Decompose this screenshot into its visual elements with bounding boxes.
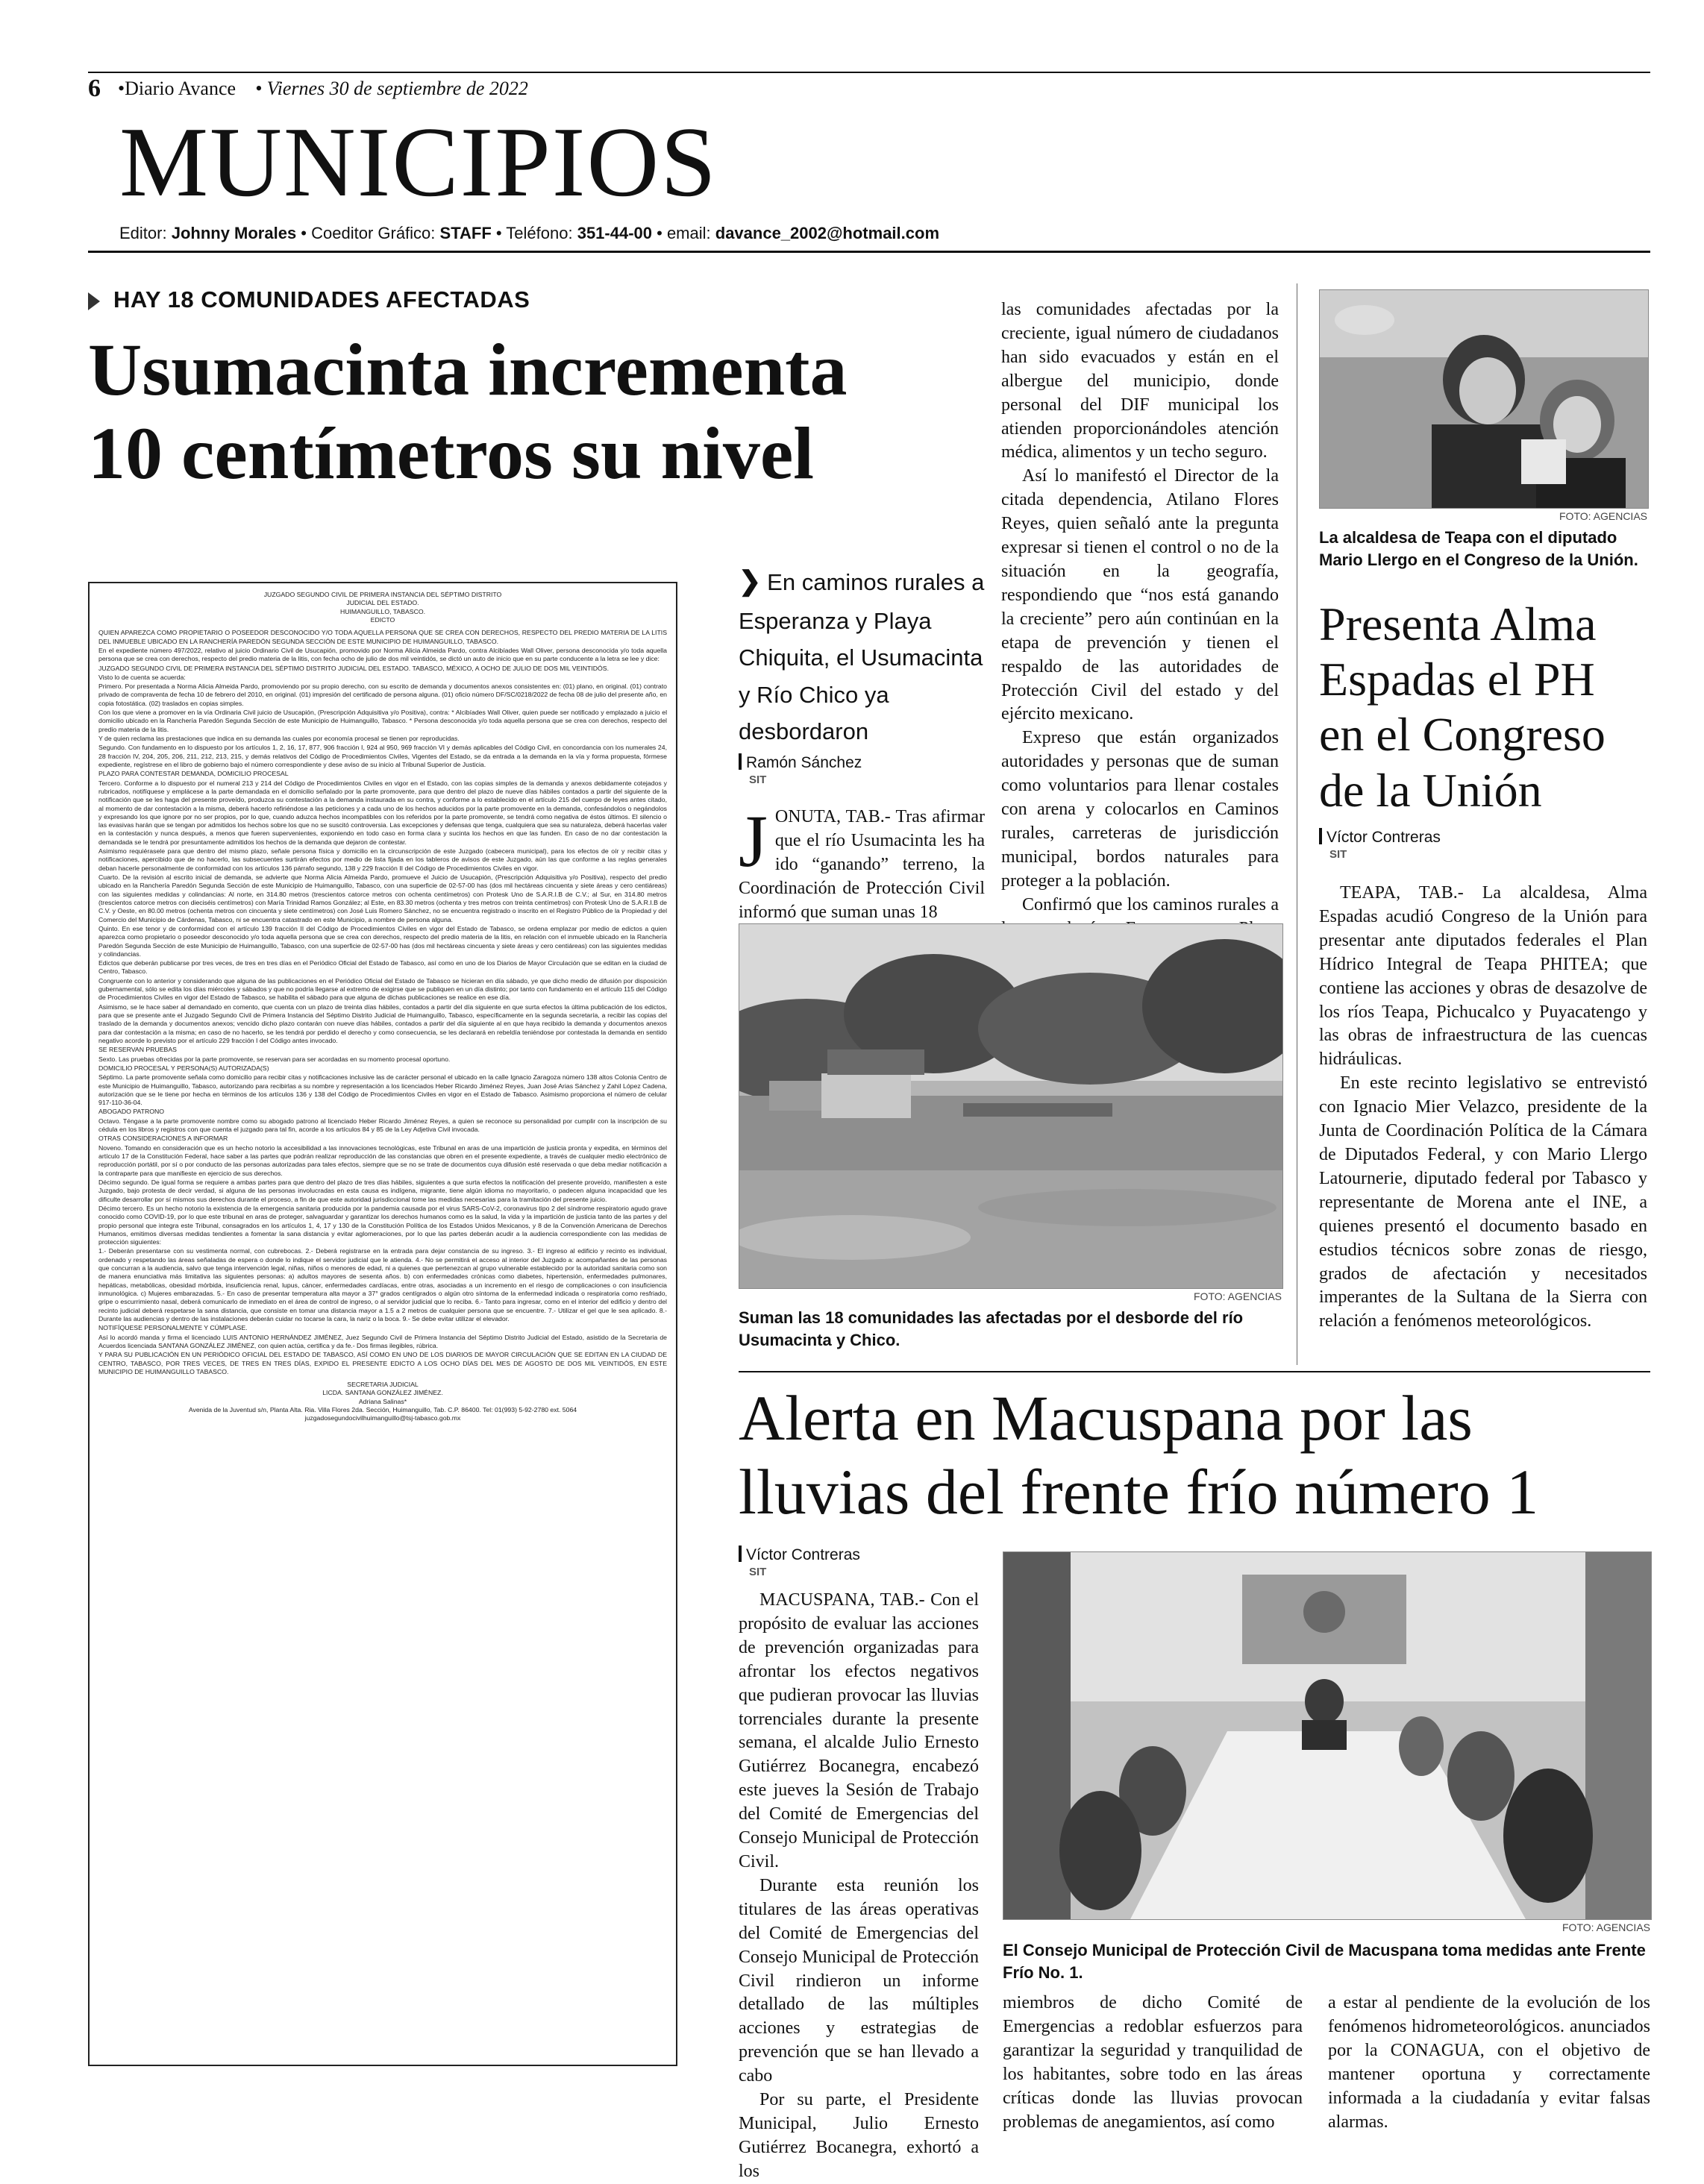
- legal-paragraph: Asimismo requiérasele para que dentro del mismo plazo, señale persona física y domicilio en la circunscripción de este Juzgado (cabecera municipal), para los efectos de oír y recibir citas y notificaciones, apercibido que de no hacerlo, las subsecuentes surtirán efectos por medio de lista fijada en los tableros de avisos de este Juzgado, aún las que conforme a las reglas generales deban hacerle personalmente de conformidad con los artículos 136 párrafo segundo, 138 y 229 fracción II del Código de Procedimientos Civiles en vigor.: [98, 847, 667, 872]
- main-headline: [88, 328, 983, 495]
- legal-footer-line: LICDA. SANTANA GONZÁLEZ JIMÉNEZ.: [322, 1389, 443, 1397]
- legal-paragraph: Tercero. Conforme a lo dispuesto por el numeral 213 y 214 del Código de Procedimientos Civiles en vigor en el Estado, con las copias simples de la demanda y anexos debidamente cotejados y rubricados, notifíquese y emplácese a la parte demandada en el domicilio señalado por la parte promovente, para que dentro del plazo de nueve días hábiles contados a partir del siguiente de la notificación que se les haga del presente proveído, produzca su contestación a la demanda instaurada en su contra, y conforme a lo establecido en el artículo 215 del cuerpo de leyes antes citado, al momento de dar contestación a la misma, deberá hacerlo refiriéndose a las peticiones y a cada uno de los hechos aducidos por la parte promovente en la demanda, confesándolos o negándolos y expresando los que ignore por no ser propios, por lo que, cuando aduzca hechos incompatibles con los referidos por la parte promovente, se tendrá como negativa de éstos últimos. El silencio o las evasivas harán que se tengan por admitidos los hechos sobre los que no se suscitó controversia. Las excepciones y defensas que tenga, cualquiera que sea su naturaleza, deberá hacerlas valer en la contestación y nunca después, a menos que fueren supervenientes, exponiendo en todo caso en forma clara y sucinta los hechos en que las funden. En caso de no dar contestación la demandada se le tendrá por presuntamente admitidos los hechos de la demanda que dejaron de contestar.: [98, 779, 667, 846]
- legal-paragraph: DOMICILIO PROCESAL Y PERSONA(S) AUTORIZADA(S): [98, 1064, 269, 1072]
- congress-photo-caption: La alcaldesa de Teapa con el diputado Mario Llergo en el Congreso de la Unión.: [1319, 528, 1638, 569]
- main-headline-line-2: 10 centímetros su nivel: [88, 412, 815, 495]
- byline-agency: SIT: [749, 774, 767, 786]
- meeting-photo-caption: El Consejo Municipal de Protección Civil de Macuspana toma medidas ante Frente Frío No. 1.: [1003, 1941, 1646, 1982]
- second-headline-line-2: lluvias del frente frío número 1: [739, 1455, 1539, 1528]
- meeting-photo-illustration: [1003, 1552, 1651, 1919]
- byline-name: Ramón Sánchez: [746, 754, 862, 771]
- second-column-2: [1003, 1992, 1303, 2134]
- main-lead: [739, 800, 985, 925]
- issue-date: • Viernes 30 de septiembre de 2022: [255, 78, 528, 99]
- legal-footer: [98, 1381, 667, 1423]
- phone-label: • Teléfono:: [491, 224, 577, 242]
- section-title: MUNICIPIOS: [119, 107, 718, 217]
- legal-paragraph: 1.- Deberán presentarse con su vestimenta normal, con cubrebocas. 2.- Deberá registrarse en la entrada para dejar constancia de su ingreso. 3.- El ingreso al edificio y recinto es individual, ordenado y respetando las áreas señaladas de espera o donde lo indique el servidor judicial que le atienda. 4.- No se permitirá el acceso al interior del Juzgado a: acompañantes de las personas que concurran a la audiencia, salvo que tenga intervención legal, niñas, niños o menores de edad, ni a quienes que pertenezcan al grupo vulnerable establecido por la autoridad sanitaria como son de manera enunciativa más limitativa las siguientes personas: a) adultos mayores de sesenta años. b) con enfermedades crónicas como diabetes, hipertensión, enfermedades pulmonares, hepáticas, metabólicas, obesidad mórbida, insuficiencia renal, lupus, cáncer, enfermedades cardíacas, entre otras, asociadas a un incremento en el riesgo de complicaciones o con insuficiencia inmunológica. c) Mujeres embarazadas. 5.- En caso de presentar temperatura alta mayor a 37° grados centígrados o algún otro síntoma de la enfermedad indicada o respiratoria como resfriado, gripe o escurrimiento nasal, deberá comunicarlo de inmediato en el área de control de ingreso, o al servidor judicial que lo reciba. 6.- Tanto para ingresar, como en el interior del edificio y dentro del recinto judicial deberá respetarse la sana distancia, que consiste en tomar una distancia mayor a 1.5 a 2 metros de cualquier persona que se encuentre. 7.- Utilizar el gel que le sea aplicado. 8.- Durante las audiencias y dentro de las instalaciones deberán cuidar no tocarse la cara, la nariz o la boca. 9.- Se debe evitar utilizar el elevador.: [98, 1247, 667, 1322]
- congress-photo-credit: FOTO: AGENCIAS: [1559, 510, 1647, 522]
- second-column-3: [1328, 1992, 1650, 2134]
- legal-paragraph: Décimo segundo. De igual forma se requiere a ambas partes para que dentro del plazo de tres días hábiles, siguientes a que surta efectos la notificación del presente proveído, manifiesten a este Juzgado, bajo protesta de decir verdad, si alguna de las personas involucradas en esta causa es indígena, migrante, tiene algún idioma no mayoritario, o padecen alguna incapacidad que les dificulte desarrollar por sí mismos sus derechos durante el proceso, a fin de que este autoridad jurisdiccional tome las medidas necesarias para la tramitación del presente juicio.: [98, 1178, 667, 1203]
- legal-paragraph: Décimo tercero. Es un hecho notorio la existencia de la emergencia sanitaria producida por la pandemia causada por el virus SARS-CoV-2, coronavirus tipo 2 del síndrome respiratorio agudo grave conocido como COVID-19, por lo que este tribunal en aras de proteger, salvaguardar y garantizar los derechos humanos como es la salud, la vida y la impartición de justicia tanto de las partes y del propio personal que integra este Tribunal, consagrados en los artículos 1, 4, 17 y 130 de la Constitución Política de los Estados Unidos Mexicanos, y 8 de la Convención Americana de Derechos Humanos, emitimos diversas medidas tendientes a fomentar la sana distancia y evitar aglomeraciones, por lo que las partes deberán acudir a la audiencia correspondiente con las medidas de protección siguientes:: [98, 1204, 667, 1246]
- legal-paragraph: Quinto. En ese tenor y de conformidad con el artículo 139 fracción II del Código de Procedimientos Civiles en vigor del Estado de Tabasco, se ordena emplazar por medio de edictos a quien aparezca como propietario o poseedor desconocido y/o toda aquella persona que se crea con derechos, respecto del predio materia de la litis, en relación con el inmueble ubicado en la Ranchería Paredón Segunda Sección de este Municipio de Huimanguillo, Tabasco, con una superficie de 02-57-00 has (dos mil hectáreas cincuenta y siete áreas y cero centiáreas) con las siguientes medidas y colindancias.: [98, 924, 667, 958]
- sidebar-byline: [1319, 828, 1441, 861]
- legal-paragraph: Cuarto. De la revisión al escrito inicial de demanda, se advierte que Norma Alicia Almeida Pardo, promueve el Juicio de Usucapión, (Prescripción Adquisitiva y/o Positiva), respecto del predio ubicado en la Ranchería Paredón Segunda Sección de este Municipio de Huimanguillo, Tabasco, con una superficie de 02-57-00 has (dos mil hectáreas cincuenta y siete áreas y cero centiáreas) con las siguientes medidas y colindancias: Al norte, en 314.80 metros (trescientos catorce metros con ochenta centímetros) con Protesk Uno de S.A.R.I.B de C.V.; al Sur, en 314.80 metros (trescientos catorce metros con dieciséis centímetros) con María Trinidad Ramos González; al Este, en 83.30 metros (ochenta y tres metros con treinta centímetros) con Protesk Uno de S.A.R.I.B de C.V. y Oeste, en 80.00 metros (ochenta metros con cincuenta y siete centímetros) con José Luis Romero Sánchez, no se encuentra registrado o inscrito en el Registro Público de la Propiedad y del Comercio del Municipio de Cárdenas, Tabasco, ni se encuentra catastrado en este Municipio, a nombre de persona alguna.: [98, 873, 667, 923]
- sidebar-body: [1319, 882, 1647, 1334]
- legal-paragraph: Primero. Por presentada a Norma Alicia Almeida Pardo, promoviendo por su propio derecho, con su escrito de demanda y documentos anexos consistentes en: (01) plano, en original. (01) contrato privado de compraventa de fecha 10 de febrero del 2010, en original. (01) impresión del certificado de persona alguna. (01) oficio número DF/SC/0218/2022 de fecha 08 de julio del presente año, en copia fotostática. (02) traslados en copias simples.: [98, 682, 667, 707]
- editor-label: Editor:: [119, 224, 172, 242]
- legal-paragraph: NOTIFÍQUESE PERSONALMENTE Y CÚMPLASE.: [98, 1324, 248, 1332]
- body-paragraph: miembros de dicho Comité de Emergencias a redoblar esfuerzos para garantizar la seguridad y tranquilidad de los habitantes, sobre todo en las áreas críticas donde las lluvias provocan problemas de anegamientos, así como: [1003, 1993, 1303, 2132]
- email-label: • email:: [652, 224, 715, 242]
- editor-name: Johnny Morales: [171, 224, 297, 242]
- main-byline: [739, 753, 862, 786]
- body-paragraph: MACUSPANA, TAB.- Con el propósito de evaluar las acciones de prevención organizadas para afrontar los efectos negativos que pudieran provocar las lluvias torrenciales durante la presente semana, el alcalde Julio Ernesto Gutiérrez Bocanegra, encabezó este jueves la Sesión de Trabajo del Comité de Emergencias del Consejo Municipal de Protección Civil.: [739, 1590, 979, 1871]
- sidebar-headline: [1319, 597, 1655, 818]
- byline-bar: [1319, 828, 1322, 844]
- legal-paragraph: Con los que viene a promover en la vía Ordinaria Civil juicio de Usucapión, (Prescripción Adquisitiva y/o Positiva), contra: * Alcibíades Wall Oliver, quien puede ser notificado y emplazado a juicio el domicilio ubicado en la Ranchería Paredón Segunda Sección de este Municipio de Huimanguillo, Tabasco. * Persona desconocida y/o toda aquella persona que se crea con derechos, respecto del predio materia de la litis.: [98, 709, 667, 733]
- legal-paragraph: ABOGADO PATRONO: [98, 1108, 165, 1116]
- legal-paragraph: SE RESERVAN PRUEBAS: [98, 1046, 177, 1054]
- sidebar-headline-line: en el Congreso: [1319, 708, 1606, 762]
- byline-bar: [739, 1546, 742, 1562]
- body-paragraph: TEAPA, TAB.- La alcaldesa, Alma Espadas acudió Congreso de la Unión para presentar ante diputados federales el Plan Hídrico Integral de Teapa PHITEA; que contiene las acciones y obras de desazolve de los ríos Teapa, Pichucalco y Puyacatengo y las obras de infraestructura de las cuencas hidráulicas.: [1319, 883, 1647, 1070]
- body-paragraph: las comunidades afectadas por la creciente, igual número de ciudadanos han sido evacuados y están en el albergue del municipio, donde personal del DIF municipal los atienden proporcionándoles atención médica, alimentos y un techo seguro.: [1001, 300, 1279, 462]
- top-rule: [88, 72, 1650, 73]
- coeditor-name: STAFF: [439, 224, 492, 242]
- second-story-rule: [739, 1371, 1650, 1372]
- sidebar-headline-line: Espadas el PH: [1319, 653, 1595, 706]
- body-paragraph: Confirmó que los caminos rurales a: [1022, 894, 1279, 914]
- body-paragraph: Por su parte, el Presidente Municipal, Julio Ernesto Gutiérrez Bocanegra, exhortó a los: [739, 2090, 979, 2181]
- coeditor-label: • Coeditor Gráfico:: [296, 224, 440, 242]
- main-headline-line-1: Usumacinta incrementa: [88, 328, 848, 411]
- legal-header-1: JUZGADO SEGUNDO CIVIL DE PRIMERA INSTANCIA DEL SÉPTIMO DISTRITO: [263, 591, 502, 598]
- email-address: davance_2002@hotmail.com: [715, 224, 940, 242]
- legal-paragraph: Y de quien reclama las prestaciones que indica en su demanda las cuales por economía procesal se tienen por reproducidas.: [98, 735, 460, 742]
- legal-header-4: EDICTO: [370, 615, 395, 624]
- legal-paragraph: PLAZO PARA CONTESTAR DEMANDA, DOMICILIO PROCESAL: [98, 770, 289, 778]
- credits-line: [119, 224, 939, 243]
- byline-bar: [739, 753, 742, 770]
- legal-footer-line: Avenida de la Juventud s/n, Planta Alta. Ria. Villa Flores 2da. Sección, Huimanguillo, Tab. C.P. 86400. Tel: 01(993) 5-92-2780 ext. 5064: [188, 1406, 577, 1414]
- lead-paragraph: [739, 800, 985, 925]
- deck: [739, 559, 985, 750]
- legal-paragraph: Congruente con lo anterior y considerando que alguna de las publicaciones en el Periódico Oficial del Estado de Tabasco se hicieran en día sábado, ye que dicho medio de difusión por disposición gubernamental, sólo se edita los días miércoles y sábados y que no podría llegarse al extremo de exigirse que se publiquen en un día distinto; por tanto con fundamento en el artículo 115 del Código de Procedimientos Civiles en vigor del Estado de Tabasco, se habilita el sábado para que alguna de dichas publicaciones se realice en ese día.: [98, 976, 667, 1002]
- legal-paragraph: Asimismo, se le hace saber al demandado en comento, que cuenta con un plazo de treinta días hábiles, contados a partir del día siguiente en que surta efectos la última publicación de los edictos, para que se presente ante el Juzgado Segundo Civil de Primera Instancia del Séptimo Distrito Judicial de Huimanguillo, Tabasco, específicamente en la segunda secretaría, a recibir las copias del traslado de la demanda y documentos anexos; vencido dicho plazo contarán con nueve días hábiles, contados a partir del día siguiente al en que haya recibido la demanda y documentos anexos para dar contestación a la misma; en caso de no hacerlo, se les tendrá por perdido el derecho y como consecuencia, se les declarará en rebeldía teniéndose por contestada la demanda en sentido negativo acorde lo previsto por el artículo 229 fracción I del Código antes invocado.: [98, 1002, 667, 1044]
- phone-number: 351-44-00: [577, 224, 653, 242]
- deck-chevron-icon: ❯: [739, 565, 762, 596]
- legal-paragraph: Así lo acordó manda y firma el licenciado LUIS ANTONIO HERNÁNDEZ JIMÉNEZ, Juez Segundo Civil de Primera Instancia del Séptimo Distrito Judicial del Estado, asistido de la Secretaria de Acuerdos licenciada SANTANA GONZÁLEZ JIMÉNEZ, con quien actúa, certifica y da fe.- Dos firmas ilegibles, rúbrica.: [98, 1333, 667, 1349]
- legal-paragraph: OTRAS CONSIDERACIONES A INFORMAR: [98, 1135, 228, 1143]
- byline-agency: SIT: [749, 1566, 767, 1578]
- legal-paragraph: Séptimo. La parte promovente señala como domicilio para recibir citas y notificaciones inclusive las de carácter personal el ubicado en la calle Ignacio Zaragoza número 138 altos Colonia Centro de este Municipio de Huimanguillo, Tabasco, autorizando para recibirlas a su nombre y representación a los licenciados Heber Ricardo Jiménez Reyes, Juan José Arias Sánchez y Zahil López Cadena, autorización que se le tiene por hecha en términos de los artículos 136 y 138 del Código de Procedimientos Civiles en vigor en el Estado de Tabasco. Asimismo proporciona el número de celular 917-110-36-04.: [98, 1073, 667, 1107]
- legal-footer-line: SECRETARIA JUDICIAL: [347, 1381, 419, 1389]
- sidebar-headline-line: de la Unión: [1319, 763, 1542, 817]
- byline-name: Víctor Contreras: [746, 1546, 860, 1563]
- flood-photo: [739, 923, 1283, 1289]
- legal-paragraph: Edictos que deberán publicarse por tres veces, de tres en tres días en el Periódico Oficial del Estado de Tabasco, así como en uno de los Diarios de Mayor Circulación que se editan en la ciudad de Centro, Tabasco.: [98, 959, 667, 976]
- legal-paragraph: Segundo. Con fundamento en lo dispuesto por los artículos 1, 2, 16, 17, 877, 906 fracción I, 924 al 950, 969 fracción VI y demás aplicables del Código Civil, en concordancia con los numerales 24, 28 fracción IV, 204, 205, 206, 211, 212, 213, 215, y demás relativos del Código de Procedimientos Civiles, Vigentes del Estado, se da entrada a la demanda en la vía y forma propuesta, fórmese expediente, regístrese en el libro de gobierno bajo el número correspondiente y dese aviso de su inicio al Tribunal Superior de Justicia.: [98, 744, 667, 768]
- legal-header-3: HUIMANGUILLO, TABASCO.: [339, 607, 426, 615]
- second-column-1: [739, 1589, 979, 2184]
- meeting-photo-credit: FOTO: AGENCIAS: [1562, 1921, 1650, 1933]
- body-paragraph: Expreso que están organizados autoridades y personas que de suman como voluntarios para llenar costales con arena y colocarlos en Caminos rurales, carreteras de jurisdicción municipal, bordos naturales para proteger a la población.: [1001, 728, 1279, 891]
- legal-paragraph: JUZGADO SEGUNDO CIVIL DE PRIMERA INSTANCIA DEL SÉPTIMO DISTRITO JUDICIAL DEL ESTADO. TABASCO, MÉXICO, A OCHO DE JULIO DE DOS MIL VEINTIDÓS.: [98, 664, 610, 672]
- second-headline-line-1: Alerta en Macuspana por las: [739, 1382, 1473, 1454]
- masthead-rule: [88, 251, 1650, 253]
- legal-paragraph: Sexto. Las pruebas ofrecidas por la parte promovente, se reservan para ser acordadas en su momento procesal oportuno.: [98, 1055, 451, 1063]
- deck-text: En caminos rurales a Esperanza y Playa Chiquita, el Usumacinta y Río Chico ya desbordaron: [739, 569, 985, 745]
- body-paragraph: En este recinto legislativo se entrevistó con Ignacio Mier Velazco, presidente de la Junta de Coordinación Política de la Cámara de Diputados Federal, y con Mario Llergo Latournerie, diputado federal por Tabasco y representante de Morena ante el INE, a quienes presentó el documento basado en estudios técnicos sobre zonas de riesgo, grados de afectación y necesitados imperantes de la Sultana de la Sierra con relación a fenómenos meteorológicos.: [1319, 1073, 1647, 1331]
- publication-date-line: [118, 78, 528, 100]
- legal-header-2: JUDICIAL DEL ESTADO.: [346, 599, 419, 607]
- legal-paragraph: En el expediente número 497/2022, relativo al juicio Ordinario Civil de Usucapión, promovido por Norma Alicia Almeida Pardo, contra Alcibíades Wall Oliver, persona desconocida y/o toda aquella persona que se crea con derechos, respecto del predio materia de la litis, con fecha ocho de julio de dos mil veintidós, se dictó un auto de inicio que en su parte conducente a la letra se lee y dice:: [98, 646, 667, 663]
- kicker-text: HAY 18 COMUNIDADES AFECTADAS: [113, 286, 530, 313]
- triangle-icon: [88, 292, 100, 310]
- byline-name: Víctor Contreras: [1326, 829, 1441, 846]
- legal-footer-line: juzgadosegundocivilhuimanguillo@tsj-tabasco.gob.mx: [304, 1414, 461, 1422]
- byline-agency: SIT: [1329, 848, 1347, 861]
- flood-photo-illustration: [739, 924, 1282, 1288]
- publication-name: •Diario Avance: [118, 78, 237, 99]
- sidebar-headline-line: Presenta Alma: [1319, 597, 1597, 650]
- legal-paragraph: Visto lo de cuenta se acuerda:: [98, 673, 186, 681]
- flood-photo-credit: FOTO: AGENCIAS: [1194, 1290, 1282, 1302]
- legal-paragraph: Octavo. Téngase a la parte promovente nombre como su abogado patrono al licenciado Heber Ricardo Jiménez Reyes, a quien se reconoce su personalidad por cumplir con la inscripción de su cédula en los libros y registros con que cuenta el juzgado para tal fin, acorde a los artículos 84 y 85 de la Ley Adjetiva Civil invocada.: [98, 1117, 667, 1134]
- legal-paragraph: Noveno. Tomando en consideración que es un hecho notorio la accesibilidad a las innovaciones tecnológicas, este Tribunal en aras de una impartición de justicia pronta y expedita, en términos del artículo 17 de la Constitución Federal, hace saber a las partes que podrán realizar reproducción de las constancias que obren en el presente expediente, a través de cualquier medio electrónico de reproducción portátil, por sí o por conducto de las personas autorizadas para tales efectos, siempre que se no se trate de documentos cuya difusión esté reservada o que deba mediar notificación a la contraparte para que manifieste en ejercicio de sus derechos.: [98, 1143, 667, 1177]
- body-paragraph: Así lo manifestó el Director de la citada dependencia, Atilano Flores Reyes, quien señaló ante la pregunta expresar si tienen el control o no de la situación en la geografía, respondiendo que “nos está ganando la creciente” pero aún continúan en la etapa de prevención y tienen el respaldo de las autoridades de Protección Civil del estado y del ejército mexicano.: [1001, 466, 1279, 724]
- body-paragraph: a estar al pendiente de la evolución de los fenómenos hidrometeorológicos. anunciados por la CONAGUA, con el objetivo de mantener oportuna y correctamente informada a la ciudadanía y evitar falsas alarmas.: [1328, 1993, 1650, 2132]
- page-number: 6: [88, 75, 101, 102]
- kicker: [88, 286, 530, 313]
- meeting-photo: [1003, 1551, 1652, 1920]
- congress-photo-illustration: [1320, 290, 1648, 508]
- flood-photo-caption: Suman las 18 comunidades las afectadas por el desborde del río Usumacinta y Chico.: [739, 1308, 1244, 1349]
- lead-text: ONUTA, TAB.- Tras afirmar que el río Usumacinta les ha ido “ganando” terreno, la Coordinación de Protección Civil informó que suman unas 18: [739, 807, 985, 922]
- drop-cap: J: [739, 800, 768, 882]
- legal-paragraph: Y PARA SU PUBLICACIÓN EN UN PERIÓDICO OFICIAL DEL ESTADO DE TABASCO, ASÍ COMO EN UNO DE LOS DIARIOS DE MAYOR CIRCULACIÓN QUE SE EDITAN EN LA CIUDAD DE CENTRO, TABASCO, POR TRES VECES, DE TRES EN TRES DÍAS, EXPIDO EL PRESENTE EDICTO A LOS OCHO DÍAS DEL MES DE AGOSTO DE DOS MIL VEINTIDÓS, EN ESTE MUNICIPIO DE HUIMANGUILLO TABASCO.: [98, 1351, 667, 1375]
- legal-notice-box: [88, 582, 677, 2066]
- body-paragraph: Durante esta reunión los titulares de las áreas operativas del Comité de Emergencias del Consejo Municipal de Protección Civil rindieron un informe detallado de las múltiples acciones y estrategias de prevención que se han llevado a cabo: [739, 1875, 979, 2086]
- legal-footer-line: Adriana Salinas*: [358, 1397, 407, 1405]
- legal-paragraph: QUIEN APAREZCA COMO PROPIETARIO O POSEEDOR DESCONOCIDO Y/O TODA AQUELLA PERSONA QUE SE CREA CON DERECHOS, RESPECTO DEL PREDIO MATERIA DE LA LITIS DEL INMUEBLE UBICADO EN LA RANCHERÍA PAREDÓN SEGUNDA SECCIÓN DE ESTE MUNICIPIO DE HUIMANGUILLO, TABASCO.: [98, 629, 667, 645]
- second-byline: [739, 1546, 860, 1578]
- second-headline: [739, 1381, 1650, 1529]
- congress-photo: [1319, 289, 1649, 509]
